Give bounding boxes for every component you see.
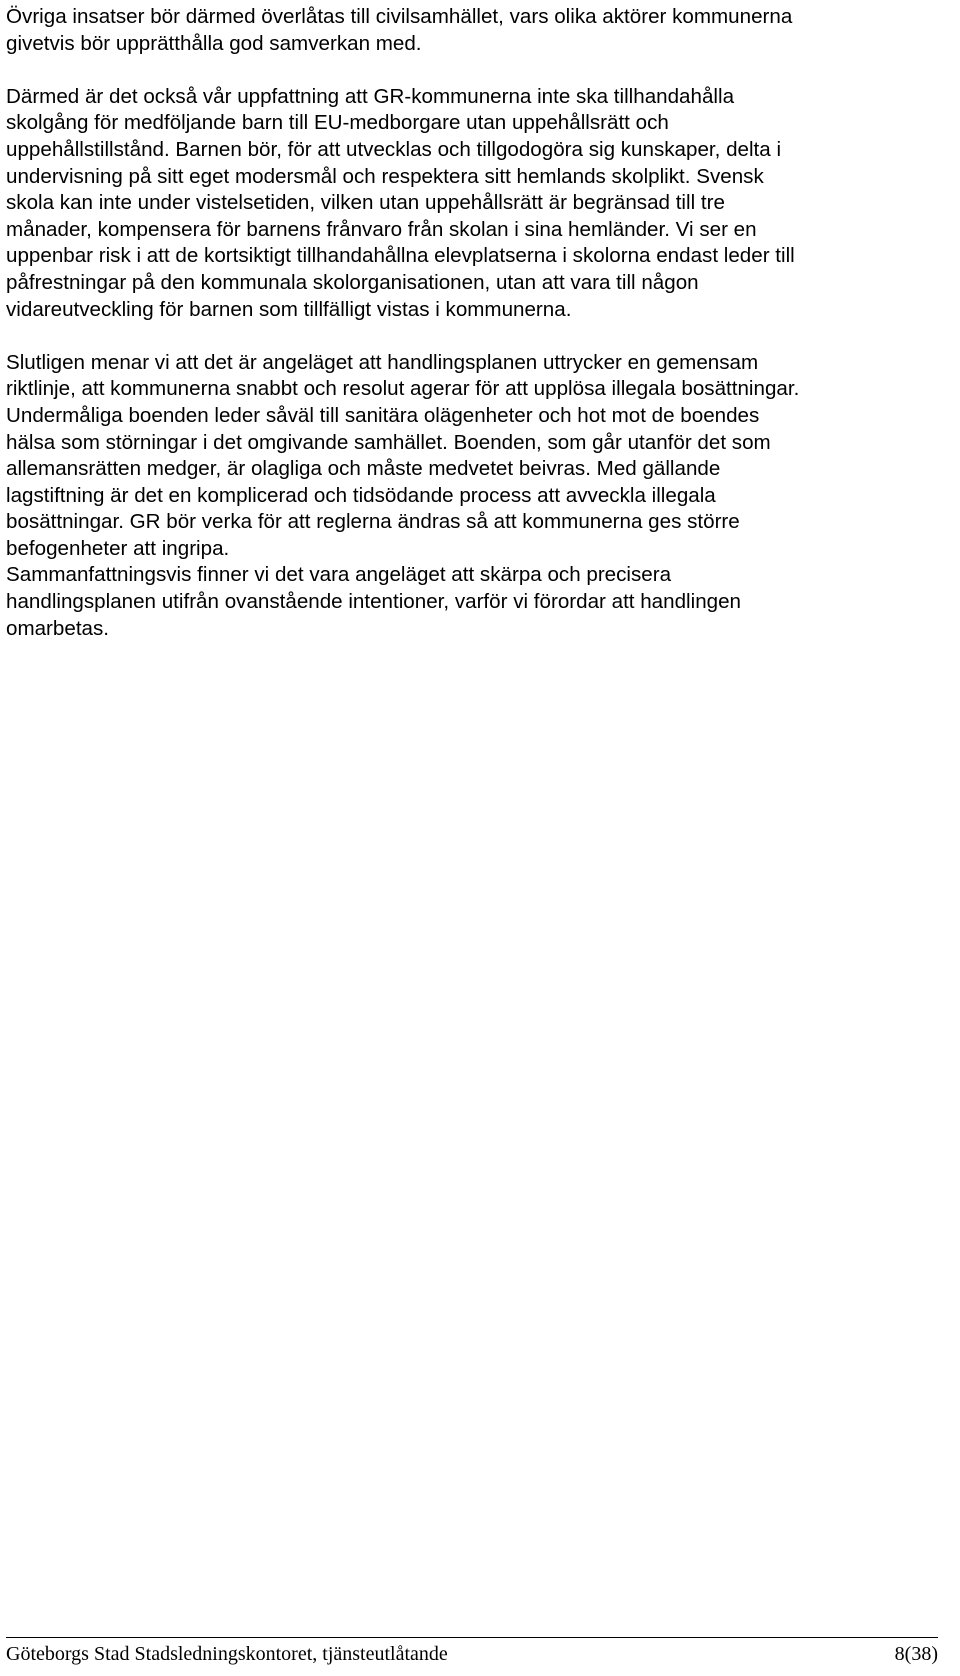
text-line: påfrestningar på den kommunala skolorganisationen, utan att vara till någon (6, 270, 699, 294)
paragraph-gap (6, 323, 946, 350)
text-line: Slutligen menar vi att det är angeläget att handlingsplanen uttrycker en gemensam (6, 350, 759, 374)
text-line: bosättningar. GR bör verka för att reglerna ändras så att kommunerna ges större (6, 510, 740, 534)
text-line: Övriga insatser bör därmed överlåtas till civilsamhället, vars olika aktörer kommunerna (6, 5, 793, 28)
text-line: Sammanfattningsvis finner vi det vara angeläget att skärpa och precisera (6, 563, 672, 587)
text-line: undervisning på sitt eget modersmål och respektera sitt hemlands skolplikt. Svensk (6, 164, 764, 188)
text-line: vidareutveckling för barnen som tillfälligt vistas i kommunerna. (6, 297, 572, 321)
text-line: skolgång för medföljande barn till EU-medborgare utan uppehållsrätt och (6, 111, 669, 135)
footer-divider (6, 1637, 938, 1638)
paragraph-3 (6, 350, 946, 643)
paragraph-2 (6, 84, 946, 323)
text-line: månader, kompensera för barnens frånvaro från skolan i sina hemländer. Vi ser en (6, 217, 757, 241)
text-line: befogenheter att ingripa. (6, 536, 230, 560)
text-line: givetvis bör upprätthålla god samverkan med. (6, 31, 422, 55)
page-number: 8(38) (894, 1643, 938, 1665)
text-line: uppenbar risk i att de kortsiktigt tillhandahållna elevplatserna i skolorna endast leder till (6, 244, 795, 268)
paragraph-gap (6, 57, 946, 84)
text-line: handlingsplanen utifrån ovanstående intentioner, varför vi förordar att handlingen (6, 590, 742, 614)
paragraph-1 (6, 4, 946, 57)
footer-source: Göteborgs Stad Stadsledningskontoret, tjänsteutlåtande (6, 1643, 448, 1665)
text-line: omarbetas. (6, 616, 110, 640)
text-line: skola kan inte under vistelsetiden, vilken utan uppehållsrätt är begränsad till tre (6, 191, 725, 215)
text-line: Undermåliga boenden leder såväl till sanitära olägenheter och hot mot de boendes (6, 403, 760, 427)
document-body (6, 4, 946, 642)
text-line: uppehållstillstånd. Barnen bör, för att utvecklas och tillgodogöra sig kunskaper, delta i (6, 137, 782, 161)
text-line: hälsa som störningar i det omgivande samhället. Boenden, som går utanför det som (6, 430, 771, 454)
text-line: Därmed är det också vår uppfattning att GR-kommunerna inte ska tillhandahålla (6, 84, 735, 108)
page-footer (6, 1641, 938, 1667)
text-line: riktlinje, att kommunerna snabbt och resolut agerar för att upplösa illegala bosättningar. (6, 377, 800, 401)
text-line: allemansrätten medger, är olagliga och måste medvetet beivras. Med gällande (6, 457, 721, 481)
text-line: lagstiftning är det en komplicerad och tidsödande process att avveckla illegala (6, 483, 716, 507)
